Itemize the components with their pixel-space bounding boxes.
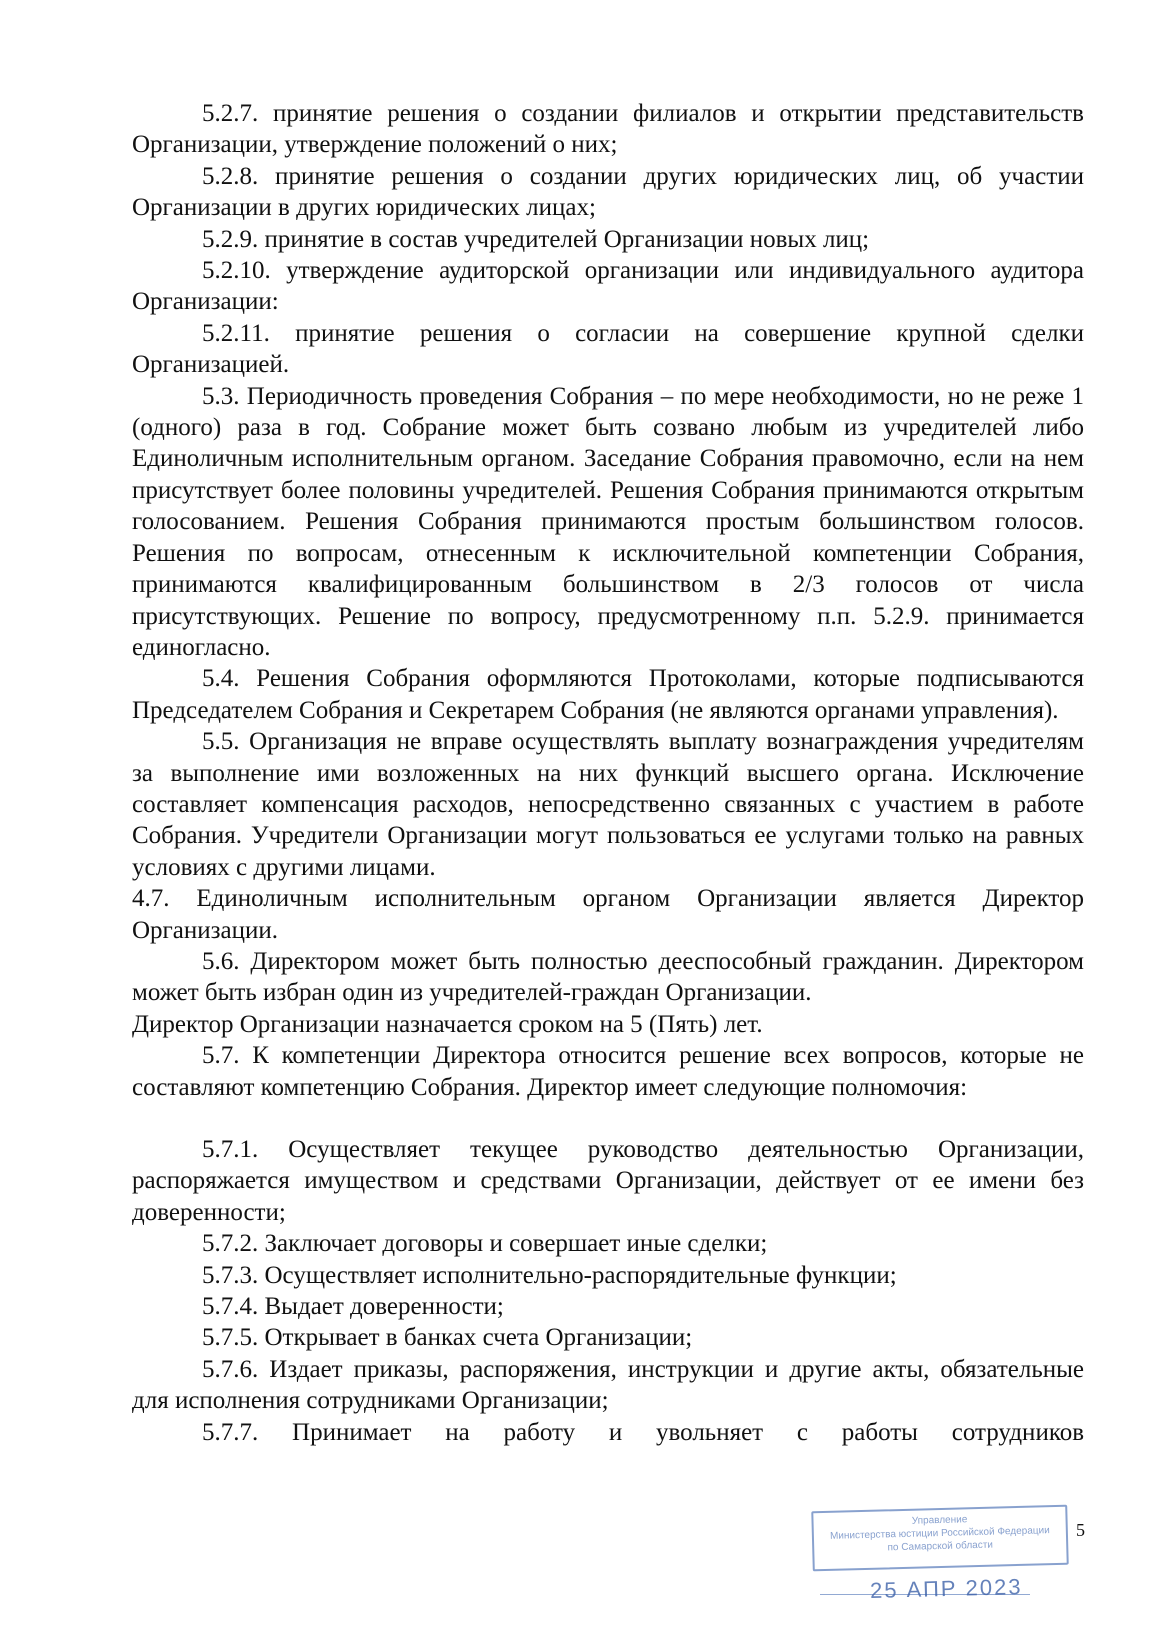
paragraph-4-7: 4.7. Единоличным исполнительным органом Организации является Директор Организации.	[132, 885, 1084, 944]
paragraph-5-7: 5.7. К компетенции Директора относится решение всех вопросов, которые не составляют компетенцию Собрания. Директор имеет следующие полномочия:	[132, 1042, 1084, 1101]
stamp-line-3: по Самарской области	[887, 1539, 994, 1554]
paragraph-5-7-2: 5.7.2. Заключает договоры и совершает иные сделки;	[202, 1230, 768, 1258]
stamp-line-1: Управление	[911, 1514, 968, 1527]
paragraph-5-7-6: 5.7.6. Издает приказы, распоряжения, инструкции и другие акты, обязательные для исполнения сотрудниками Организации;	[132, 1355, 1084, 1415]
stamp-date: 25 АПР 2023	[869, 1574, 1023, 1603]
paragraph-5-2-7: 5.2.7. принятие решения о создании филиалов и открытии представительств Организации, утверждение положений о них;	[132, 100, 1084, 159]
paragraph-5-2-10: 5.2.10. утверждение аудиторской организации или индивидуального аудитора Организации:	[132, 257, 1084, 316]
paragraph-5-2-9: 5.2.9. принятие в состав учредителей Организации новых лиц;	[202, 225, 870, 253]
paragraph-5-7-1: 5.7.1. Осуществляет текущее руководство деятельностью Организации, распоряжается имуществом и средствами Организации, действует от ее имени без доверенности;	[132, 1136, 1084, 1226]
paragraph-5-2-8: 5.2.8. принятие решения о создании других юридических лиц, об участии Организации в других юридических лицах;	[132, 162, 1084, 222]
page-number: 5	[1076, 1520, 1085, 1540]
document-body	[132, 98, 1084, 1448]
paragraph-5-7-4: 5.7.4. Выдает доверенности;	[202, 1293, 504, 1321]
paragraph-5-7-5: 5.7.5. Открывает в банках счета Организации;	[202, 1324, 693, 1352]
stamp-line-2: Министерства юстиции Российской Федерации	[829, 1525, 1050, 1542]
paragraph-5-6: 5.6. Директором может быть полностью дееспособный гражданин. Директором может быть избран один из учредителей-граждан Организации.	[132, 947, 1084, 1007]
paragraph-5-3: 5.3. Периодичность проведения Собрания – по мере необходимости, но не реже 1 (одного) раза в год. Собрание может быть созвано любым из учредителей либо Единоличным исполнительным органом. Заседание Собрания правомочно, если на нем присутствует более половины учредителей. Решения Собрания принимаются открытым голосованием. Решения Собрания принимаются простым большинством голосов. Решения по вопросам, отнесенным к исключительной компетенции Собрания, принимаются квалифицированным большинством в 2/3 голосов от числа присутствующих. Решение по вопросу, предусмотренному п.п. 5.2.9. принимается единогласно.	[132, 382, 1084, 661]
paragraph-director-term: Директор Организации назначается сроком на 5 (Пять) лет.	[132, 1010, 763, 1038]
paragraph-5-2-11: 5.2.11. принятие решения о согласии на совершение крупной сделки Организацией.	[132, 319, 1084, 379]
paragraph-5-7-7: 5.7.7. Принимает на работу и увольняет с работы сотрудников	[202, 1418, 1084, 1446]
paragraph-5-4: 5.4. Решения Собрания оформляются Протоколами, которые подписываются Председателем Собрания и Секретарем Собрания (не являются органами управления).	[132, 665, 1084, 724]
registration-stamp	[811, 1505, 1068, 1572]
paragraph-5-5: 5.5. Организация не вправе осуществлять выплату вознаграждения учредителям за выполнение ими возложенных на них функций высшего органа. Исключение составляет компенсация расходов, непосредственно связанных с участием в работе Собрания. Учредители Организации могут пользоваться ее услугами только на равных условиях с другими лицами.	[132, 728, 1084, 881]
paragraph-5-7-3: 5.7.3. Осуществляет исполнительно-распорядительные функции;	[202, 1261, 897, 1289]
